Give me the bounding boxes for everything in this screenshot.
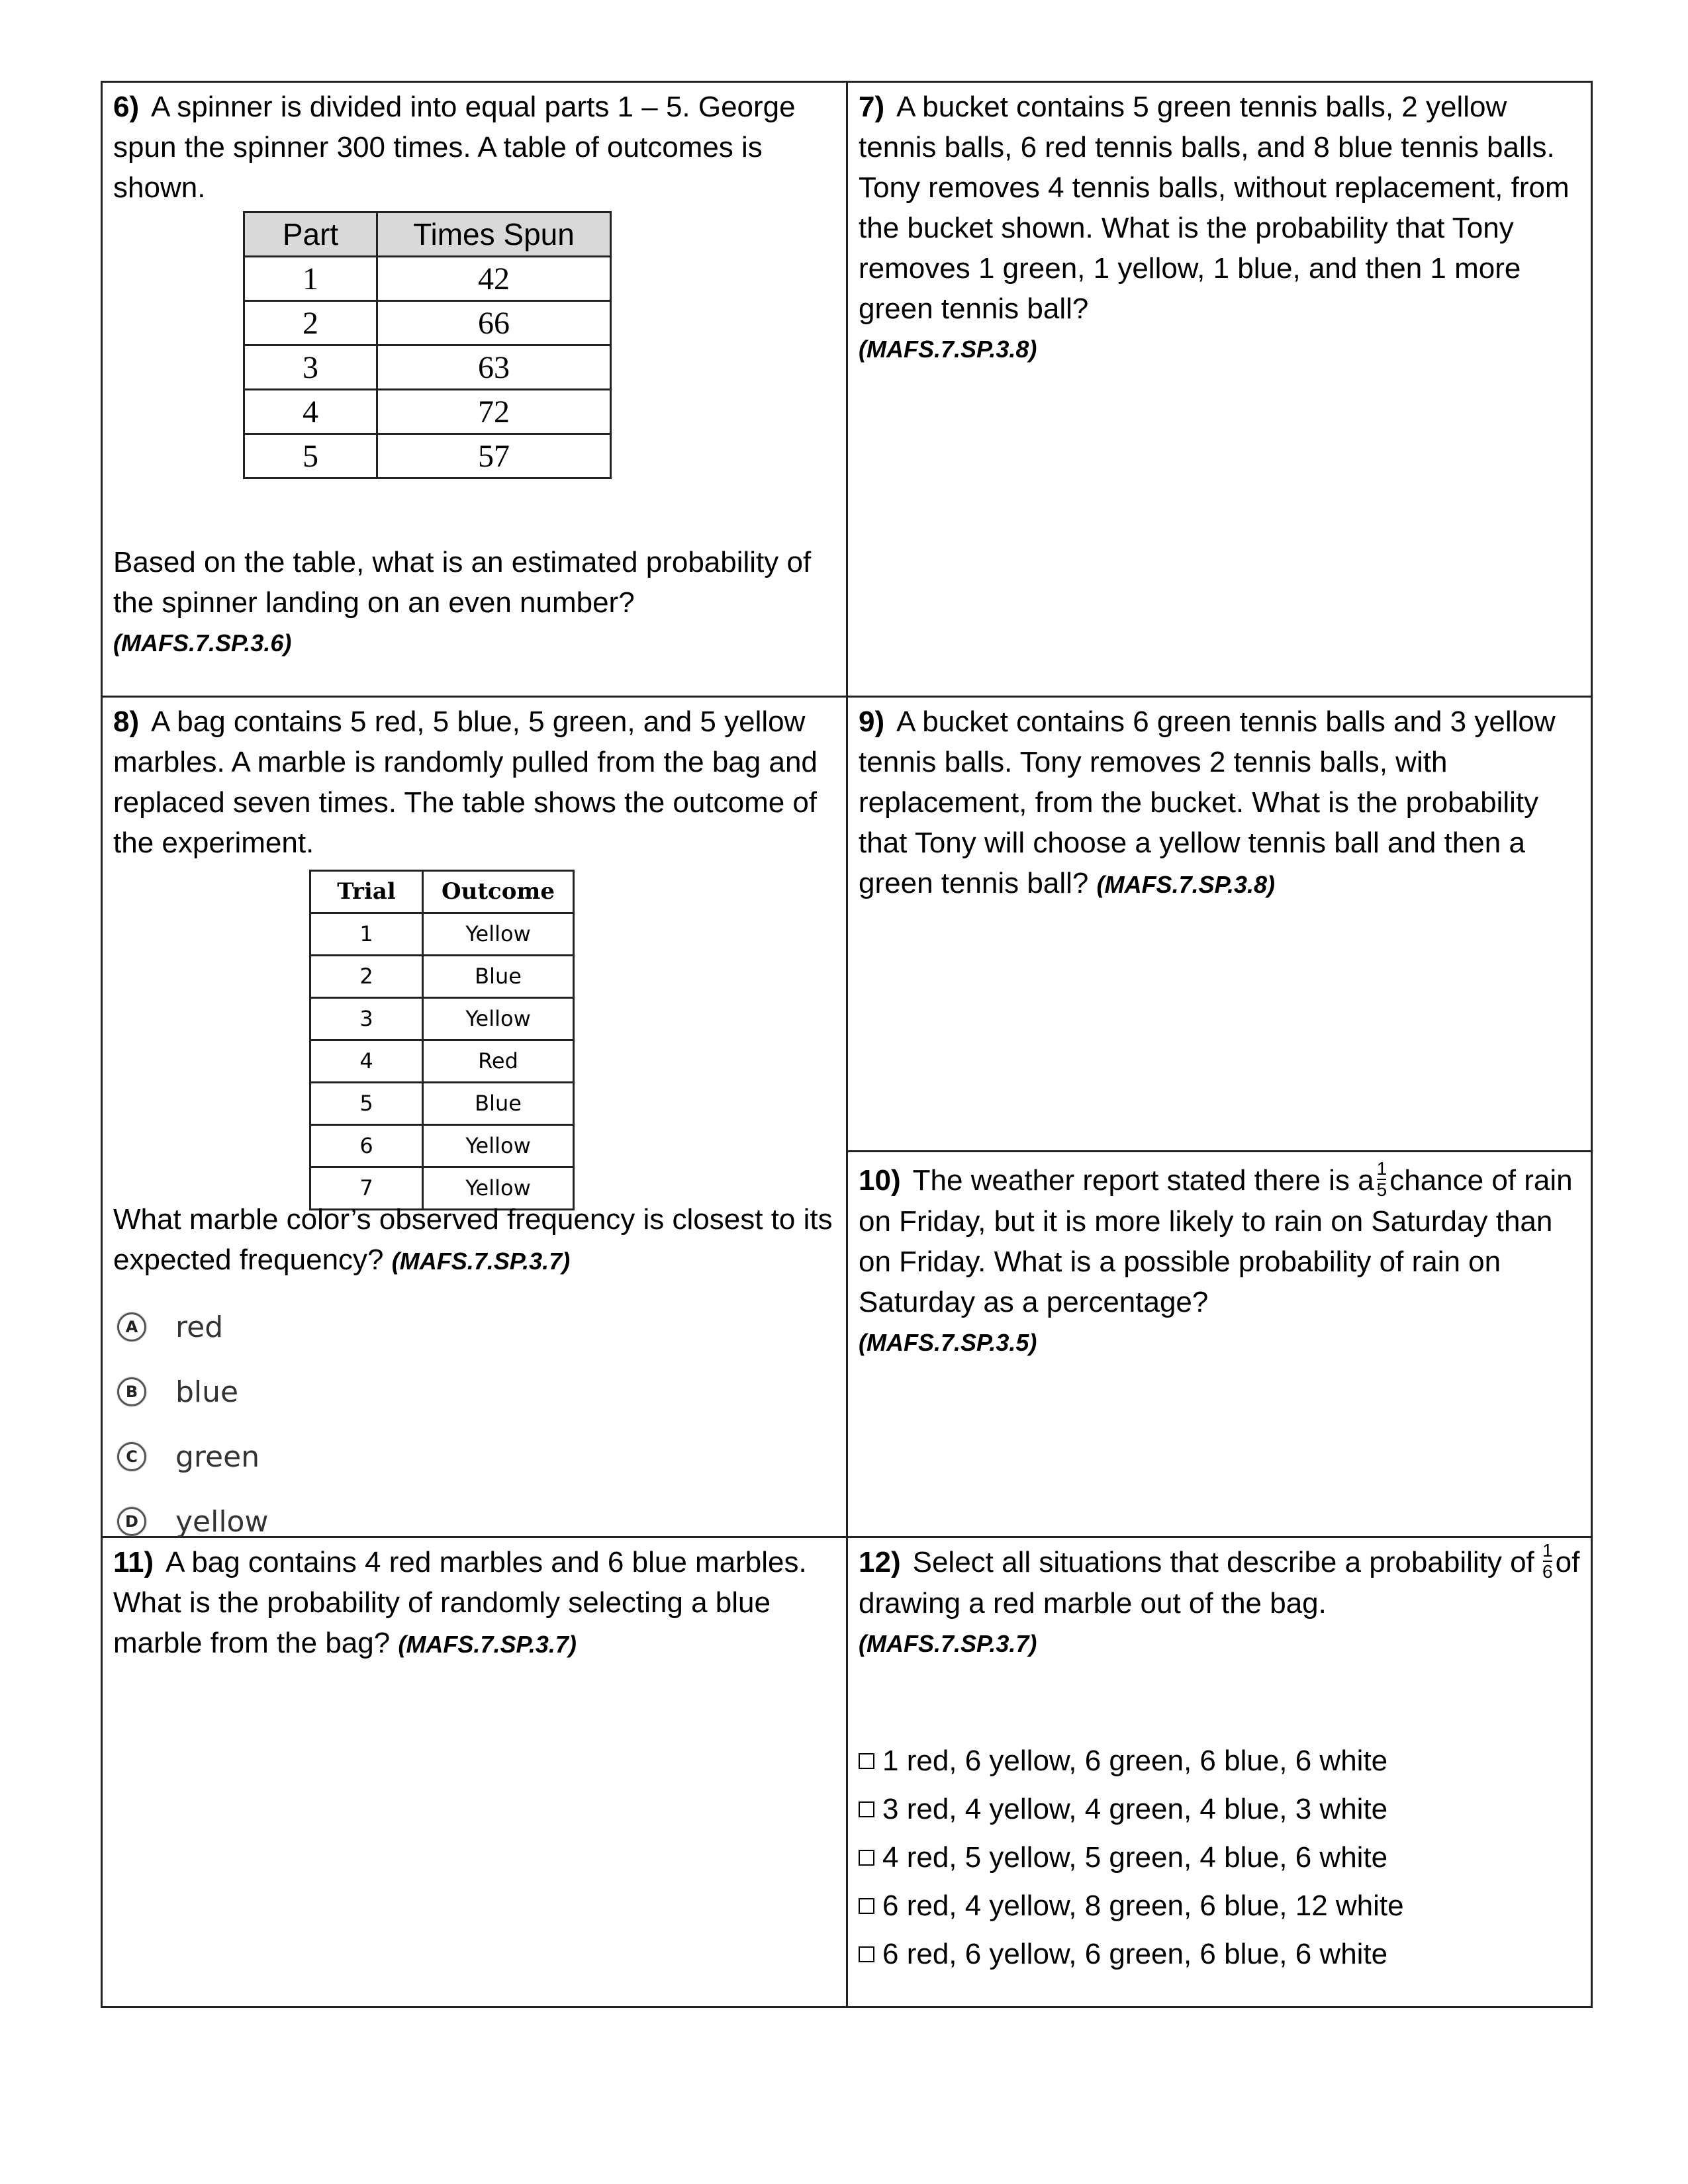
table-cell: 72 [377,390,611,434]
question-6-intro: 6) A spinner is divided into equal parts 1 – 5. George spun the spinner 300 times. A table of outcomes is shown. [113,91,796,204]
table-row [244,390,611,434]
table-row [310,1083,574,1125]
table-row [310,1040,574,1083]
table-cell: Yellow [423,998,574,1040]
question-number: 11) [113,1546,154,1578]
question-number: 10) [859,1164,901,1197]
option-item[interactable]: 1 red, 6 yellow, 6 green, 6 blue, 6 white [859,1737,1404,1785]
table-cell: 1 [244,257,377,301]
table-row [310,1125,574,1167]
standard-code: (MAFS.7.SP.3.6) [113,629,292,657]
choice-d[interactable]: D yellow [117,1489,268,1554]
worksheet-grid [101,81,1593,2008]
standard-code: (MAFS.7.SP.3.8) [1096,871,1276,898]
table-cell: Blue [423,956,574,998]
question-12: 12) Select all situations that describe a probability of $\frac{1}{6}$ of drawing a red marble out of the bag. (MAFS.7.SP.3.7) 1 red, 6 yellow, 6 green, 6 blue, 6 white 3 red, 4 yellow, 4 green, 4 blue, 3 white 4 red, 5 yellow, 5 green, 4 blue, 6 white 6 red, 4 yellow, 8 green, 6 blue, 12 white 6 red, 6 yellow, 6 green, 6 blue, 6 white [848,1538,1591,2006]
standard-code: (MAFS.7.SP.3.7) [398,1631,577,1658]
question-number: 9) [859,705,885,738]
table-row [310,913,574,956]
table-cell: 2 [310,956,423,998]
question-number: 6) [113,91,140,123]
table-row [244,345,611,390]
choice-c[interactable]: C green [117,1424,268,1489]
select-all-options [859,1737,1404,1978]
table-cell: Yellow [423,1167,574,1210]
choice-bubble-icon[interactable]: B [117,1377,146,1406]
question-number: 7) [859,91,885,123]
table-cell: 4 [310,1040,423,1083]
choice-a[interactable]: A red [117,1295,268,1359]
marble-outcomes-table [309,870,575,1210]
standard-code: (MAFS.7.SP.3.8) [859,336,1037,363]
option-item[interactable]: 3 red, 4 yellow, 4 green, 4 blue, 3 white [859,1785,1404,1833]
table-cell: Red [423,1040,574,1083]
table-row [244,434,611,478]
table-header: Trial [310,871,423,913]
table-cell: Blue [423,1083,574,1125]
question-7: 7) A bucket contains 5 green tennis balls, 2 yellow tennis balls, 6 red tennis balls, and 8 blue tennis balls. Tony removes 4 tennis balls, without replacement, from the bucket shown. What is the probability that Tony removes 1 green, 1 yellow, 1 blue, and then 1 more green tennis ball? (MAFS.7.SP.3.8) [848,83,1591,698]
table-cell: 2 [244,301,377,345]
spinner-outcomes-table [243,211,612,479]
table-row [244,257,611,301]
question-8-prompt: What marble color’s observed frequency is closest to its expected frequency? (MAFS.7.SP.3.7) [113,1203,833,1276]
question-number: 12) [859,1546,901,1578]
checkbox-icon[interactable] [859,1850,874,1866]
checkbox-icon[interactable] [859,1898,874,1914]
table-row [310,998,574,1040]
table-cell: 7 [310,1167,423,1210]
table-header: Part [244,212,377,257]
table-cell: 66 [377,301,611,345]
checkbox-icon[interactable] [859,1753,874,1769]
fraction-one-fifth: $\frac{1}{5}$ [1376,1158,1387,1201]
option-item[interactable]: 4 red, 5 yellow, 5 green, 4 blue, 6 white [859,1833,1404,1882]
choice-bubble-icon[interactable]: C [117,1442,146,1471]
table-cell: Yellow [423,1125,574,1167]
table-cell: 3 [310,998,423,1040]
question-6 [103,83,848,698]
table-header: Outcome [423,871,574,913]
question-number: 8) [113,705,140,738]
table-cell: 3 [244,345,377,390]
option-item[interactable]: 6 red, 6 yellow, 6 green, 6 blue, 6 white [859,1930,1404,1978]
choice-bubble-icon[interactable]: D [117,1507,146,1536]
table-header: Times Spun [377,212,611,257]
answer-choices [117,1295,268,1554]
choice-bubble-icon[interactable]: A [117,1312,146,1342]
table-cell: 63 [377,345,611,390]
table-cell: Yellow [423,913,574,956]
checkbox-icon[interactable] [859,1801,874,1817]
table-cell: 42 [377,257,611,301]
checkbox-icon[interactable] [859,1946,874,1962]
table-cell: 4 [244,390,377,434]
option-item[interactable]: 6 red, 4 yellow, 8 green, 6 blue, 12 white [859,1882,1404,1930]
question-8: 8) A bag contains 5 red, 5 blue, 5 green, and 5 yellow marbles. A marble is randomly pulled from the bag and replaced seven times. The table shows the outcome of the experiment. Trial Outcome 1 Yellow 2 Blue 3 Yellow 4 Red 5 Blue 6 Yellow 7 Yellow What marble color’s observed frequency is closest to its expected frequency? (MAFS.7.SP.3.7) A red B blue C green D yellow [103,698,848,1538]
question-11: 11) A bag contains 4 red marbles and 6 blue marbles. What is the probability of randomly selecting a blue marble from the bag? (MAFS.7.SP.3.7) [103,1538,848,2006]
table-cell: 5 [244,434,377,478]
question-10: 10) The weather report stated there is a $\frac{1}{5}$ chance of rain on Friday, but it is more likely to rain on Saturday than on Friday. What is a possible probability of rain on Saturday as a percentage? (MAFS.7.SP.3.5) [848,1152,1591,1538]
question-9: 9) A bucket contains 6 green tennis balls and 3 yellow tennis balls. Tony removes 2 tennis balls, with replacement, from the bucket. What is the probability that Tony will choose a yellow tennis ball and then a green tennis ball? (MAFS.7.SP.3.8) [848,698,1591,1152]
standard-code: (MAFS.7.SP.3.7) [391,1248,571,1275]
question-6-prompt: Based on the table, what is an estimated probability of the spinner landing on an even number? (MAFS.7.SP.3.6) [113,542,837,663]
standard-code: (MAFS.7.SP.3.5) [859,1329,1037,1357]
choice-b[interactable]: B blue [117,1359,268,1424]
standard-code: (MAFS.7.SP.3.7) [859,1630,1037,1658]
table-row [244,301,611,345]
table-cell: 6 [310,1125,423,1167]
table-cell: 1 [310,913,423,956]
table-cell: 5 [310,1083,423,1125]
table-cell: 57 [377,434,611,478]
fraction-one-sixth: $\frac{1}{6}$ [1542,1540,1553,1582]
table-row [310,956,574,998]
